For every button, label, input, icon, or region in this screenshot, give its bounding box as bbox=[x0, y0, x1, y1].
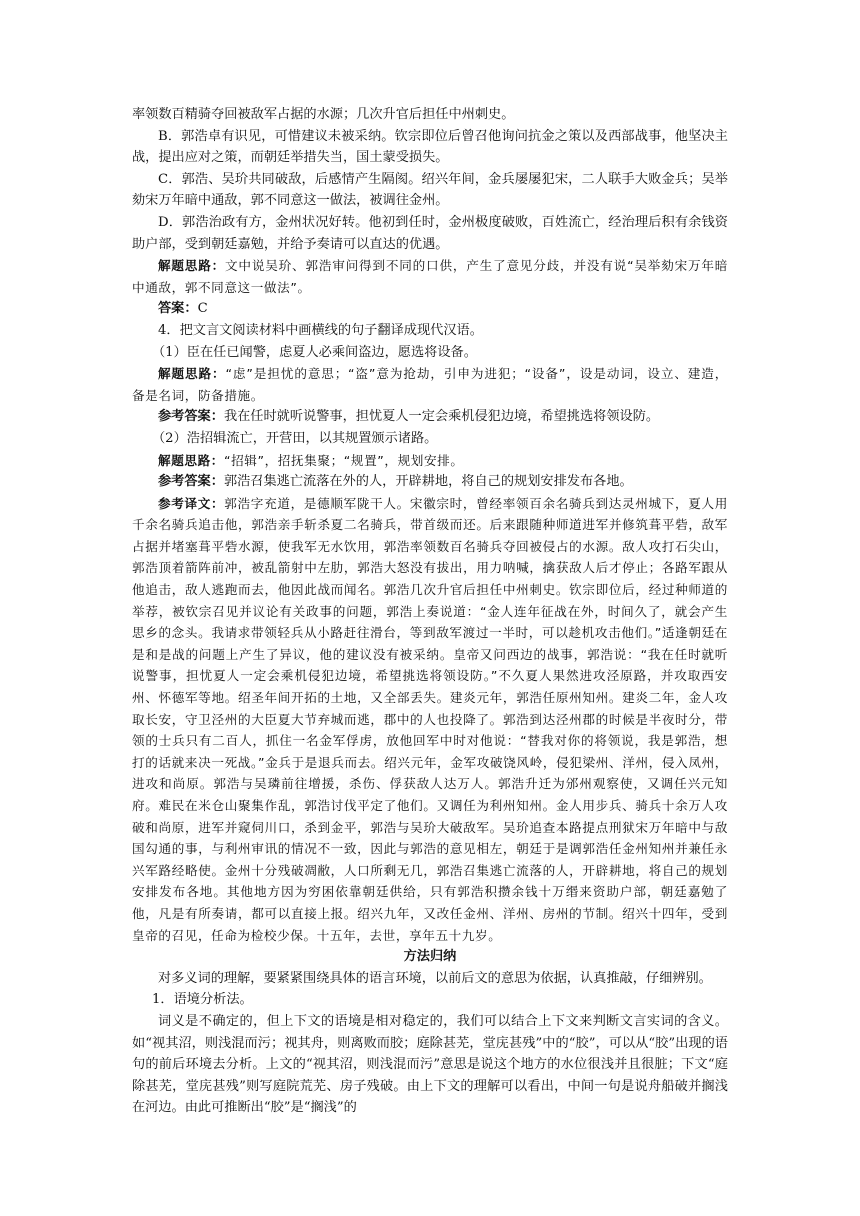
q4-stem: 4．把文言文阅读材料中画横线的句子翻译成现代汉语。 bbox=[158, 322, 483, 338]
q4-s2-thinking-label: 解题思路： bbox=[158, 452, 224, 468]
document-page bbox=[132, 104, 728, 1119]
q4-s1-thinking-label: 解题思路： bbox=[158, 366, 226, 382]
method-title: 方法归纳 bbox=[403, 949, 457, 965]
q4-sentence-1: （1）臣在任已闻警，虑夏人必乘间盗边，愿选将设备。 bbox=[152, 344, 477, 360]
q4-s1-thinking bbox=[132, 363, 728, 406]
q4-s1-thinking-text: “虑”是担忧的意思；“盗”意为抢劫，引申为进犯；“设备”，设是动词，设立、建造，备是名词，防备措施。 bbox=[132, 366, 728, 403]
method-intro: 对多义词的理解，要紧紧围绕具体的语言环境，以前后文的意思为依据，认真推敲，仔细辨别。 bbox=[158, 970, 712, 986]
q3-thinking-text: 文中说吴玠、郭浩审问得到不同的口供，产生了意见分歧，并没有说“吴举劾宋万年暗中通敌，郭不同意这一做法”。 bbox=[132, 258, 729, 295]
q4-s2-ref-text: 郭浩召集逃亡流落在外的人，开辟耕地，将自己的规划安排发布各地。 bbox=[223, 474, 633, 490]
q4-s2-ref-label: 参考答案： bbox=[158, 474, 224, 490]
q3-answer-label: 答案： bbox=[158, 301, 198, 317]
option-b: B．郭浩卓有识见，可惜建议未被采纳。钦宗即位后曾召他询问抗金之策以及西部战事，他坚决主战，提出应对之策，而朝廷举措失当，国土蒙受损失。 bbox=[132, 128, 728, 166]
q4-s2-thinking bbox=[132, 450, 728, 472]
reference-translation bbox=[132, 493, 728, 946]
q3-answer bbox=[132, 298, 728, 320]
q3-answer-text: C bbox=[197, 301, 208, 317]
q4-sentence-2: （2）浩招辑流亡，开营田，以其规置颁示诸路。 bbox=[152, 430, 438, 446]
q3-thinking-label: 解题思路： bbox=[158, 258, 226, 274]
q4-s1-ref-label: 参考答案： bbox=[158, 409, 224, 425]
q4-s2-reference bbox=[132, 471, 728, 493]
translation-label: 参考译文： bbox=[158, 495, 225, 511]
option-d: D．郭浩治政有方，金州状况好转。他初到任时，金州极度破败，百姓流亡，经治理后积有余钱资助户部，受到朝廷嘉勉，并给予奏请可以直达的优遇。 bbox=[132, 214, 728, 252]
translation-text: 郭浩字充道，是德顺军陇干人。宋徽宗时，曾经率领百余名骑兵到达灵州城下，夏人用千余名骑兵追击他，郭浩亲手斩杀夏二名骑兵，带首级而还。后来跟随种师道进军并修筑葺平砦，敌军占据并堵塞葺平砦水源，使我军无水饮用，郭浩率领数百名骑兵夺回被侵占的水源。敌人攻打石尖山，郭浩顶着箭阵前冲，被乱箭射中左肋，郭浩大怒没有拔出，用力呐喊，擒获敌人后才停止；各路军跟从他追击，敌人逃跑而去，他因此战而闻名。郭浩几次升官后担任中州刺史。钦宗即位后，经过种师道的举荐，被钦宗召见并议论有关政事的问题，郭浩上奏说道：“金人连年征战在外，时间久了，就会产生思乡的念头。我请求带领轻兵从小路赶往滑台，等到敌军渡过一半时，可以趁机攻击他们。”适逢朝廷在是和是战的问题上产生了异议，他的建议没有被采纳。皇帝又问西边的战事，郭浩说：“我在任时就听说警事，担忧夏人一定会乘机侵犯边境，希望挑选将领设防。”不久夏人果然进攻泾原路，并攻取西安州、怀德军等地。绍圣年间开拓的土地，又全部丢失。建炎元年，郭浩任原州知州。建炎二年，金人攻取长安，守卫泾州的大臣夏大节弃城而逃，郡中的人也投降了。郭浩到达泾州郡的时候是半夜时分，带领的士兵只有二百人，抓住一名金军俘虏，放他回军中时对他说：“替我对你的将领说，我是郭浩，想打的话就来决一死战。”金兵于是退兵而去。绍兴元年，金军攻破饶风岭，侵犯梁州、洋州，侵入凤州，进攻和尚原。郭浩与吴璘前往增援，杀伤、俘获敌人达万人。郭浩升迁为邠州观察使，又调任兴元知府。难民在米仓山聚集作乱，郭浩讨伐平定了他们。又调任为利州知州。金人用步兵、骑兵十余万人攻破和尚原，进军并窥伺川口，杀到金平，郭浩与吴玠大破敌军。吴玠追查本路提点刑狱宋万年暗中与敌国勾通的事，与利州审讯的情况不一致，因此与郭浩的意见相左，朝廷于是调郭浩任金州知州并兼任永兴军路经略使。金州十分残破凋敝，人口所剩无几，郭浩召集逃亡流落的人，开辟耕地，将自己的规划安排发布各地。其他地方因为穷困依靠朝廷供给，只有郭浩积攒余钱十万缗来资助户部，朝廷嘉勉了他，凡是有所奏请，都可以直接上报。绍兴九年，又改任金州、洋州、房州的节制。绍兴十四年，受到皇帝的召见，任命为检校少保。十五年，去世，享年五十九岁。 bbox=[132, 495, 728, 943]
option-a-continuation: 率领数百精骑夺回被敌军占据的水源；几次升官后担任中州刺史。 bbox=[132, 107, 515, 122]
method-1-body: 词义是不确定的，但上下文的语境是相对稳定的，我们可以结合上下文来判断文言实词的含义。如“视其沼，则浅混而污；视其舟，则离败而胶；庭除甚芜，堂庑甚残”中的“胶”，可以从“胶”出现的语句的前后环境去分析。上文的“视其沼，则浅混而污”意思是说这个地方的水位很浅并且很脏；下文“庭除甚芜，堂庑甚残”则写庭院荒芜、房子残破。由上下文的理解可以看出，中间一句是说舟船破并搁浅在河边。由此可推断出“胶”是“搁浅”的 bbox=[132, 1013, 728, 1116]
q4-s2-thinking-text: “招辑”，招抚集聚；“规置”，规划安排。 bbox=[223, 452, 464, 468]
q4-s1-ref-text: 我在任时就听说警事，担忧夏人一定会乘机侵犯边境，希望挑选将领设防。 bbox=[223, 409, 660, 425]
q3-thinking bbox=[132, 255, 728, 298]
q4-s1-reference bbox=[132, 406, 728, 428]
option-c: C．郭浩、吴玠共同破敌，后感情产生隔阂。绍兴年间，金兵屡屡犯宋，二人联手大败金兵；吴举劾宋万年暗中通敌，郭不同意这一做法，被调往金州。 bbox=[132, 171, 728, 209]
method-1-title: 1．语境分析法。 bbox=[152, 992, 253, 1008]
